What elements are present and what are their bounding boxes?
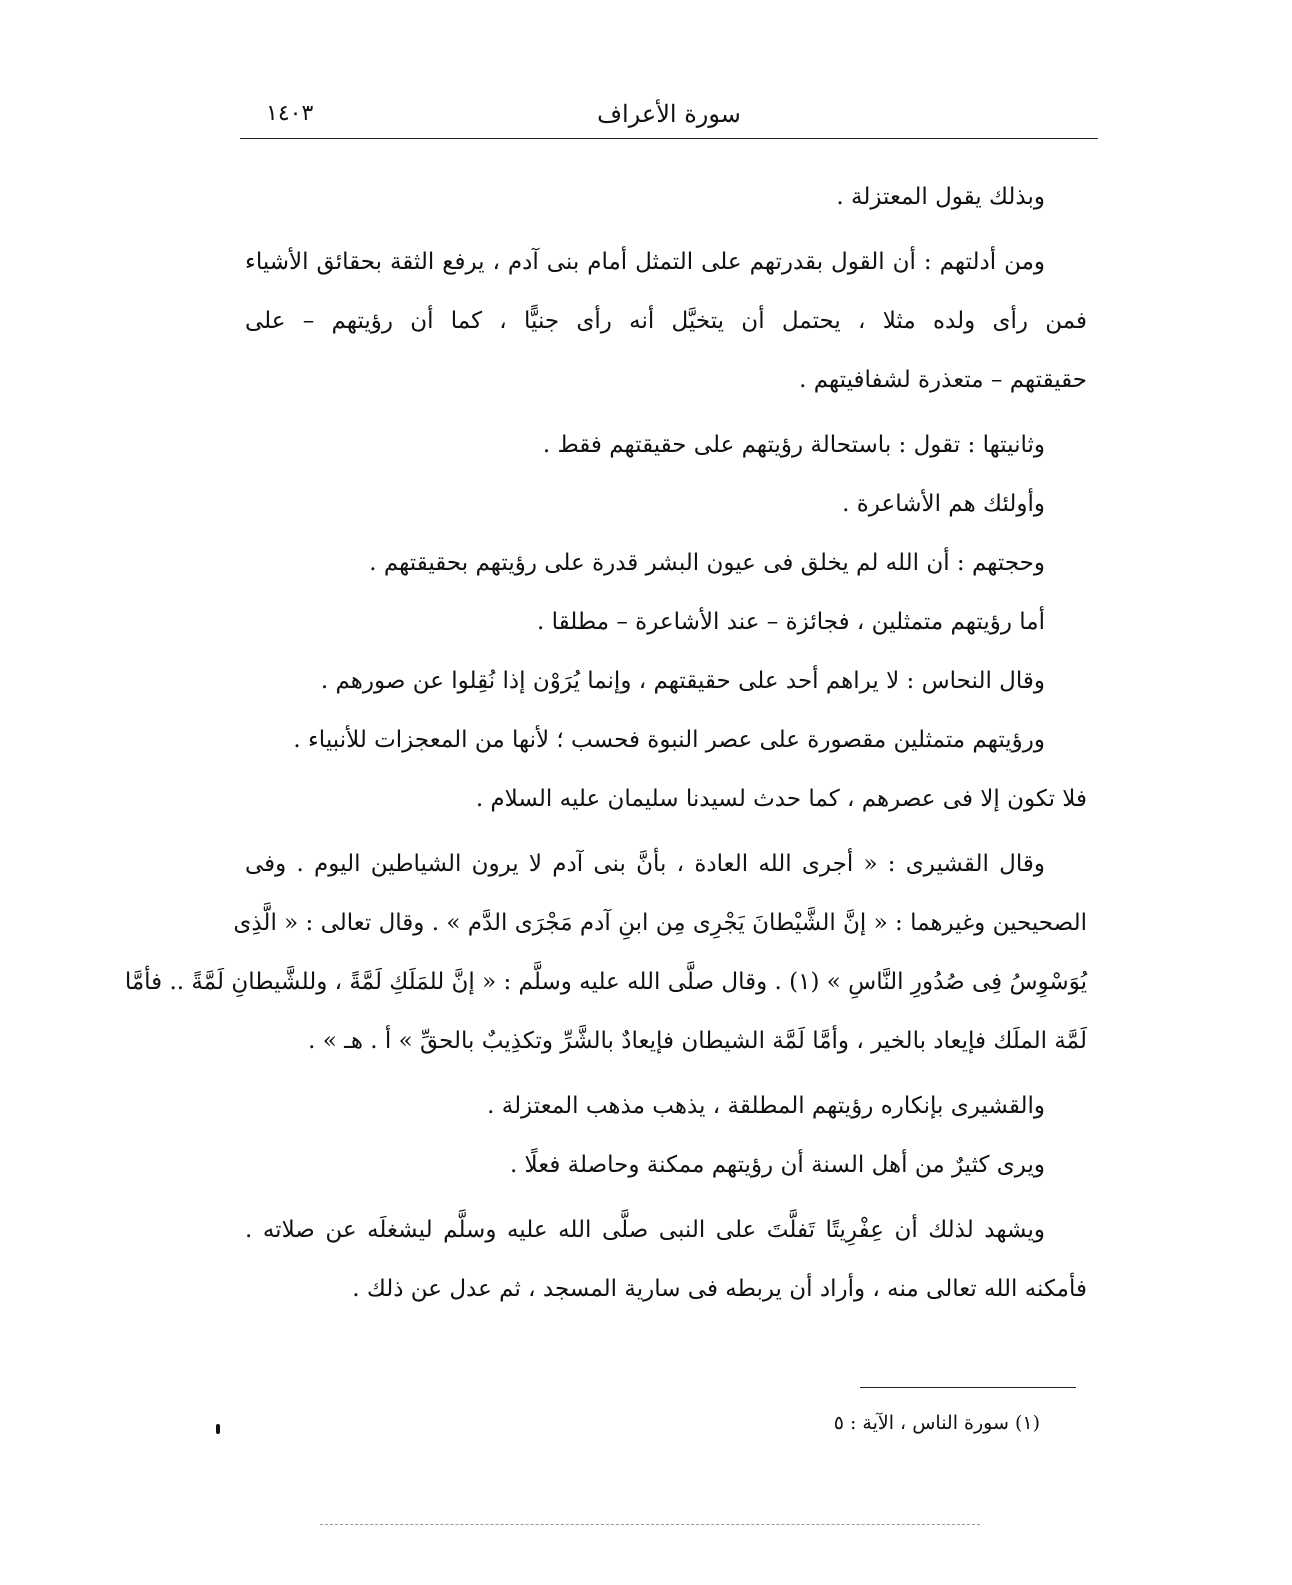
running-header: [240, 96, 1098, 136]
text-line: وقال النحاس : لا يراهم أحد على حقيقتهم ، وإنما يُرَوْن إذا نُقِلوا عن صورهم .: [320, 668, 1045, 694]
header-rule: [240, 138, 1098, 139]
text-line: وحجتهم : أن الله لم يخلق فى عيون البشر قدرة على رؤيتهم بحقيقتهم .: [369, 550, 1045, 576]
text-line: فلا تكون إلا فى عصرهم ، كما حدث لسيدنا سليمان عليه السلام .: [475, 786, 1087, 812]
text-line: ومن أدلتهم : أن القول بقدرتهم على التمثل أمام بنى آدم ، يرفع الثقة بحقائق الأشياء: [245, 249, 1045, 275]
chapter-title: سورة الأعراف: [597, 100, 741, 128]
footnote: (١) سورة الناس ، الآية : ٥: [833, 1412, 1040, 1434]
ink-mark: [216, 1424, 220, 1434]
text-line: وبذلك يقول المعتزلة .: [836, 184, 1045, 210]
text-line: الصحيحين وغيرهما : « إنَّ الشَّيْطانَ يَجْرِى مِن ابنِ آدم مَجْرَى الدَّم » . وقال تعالى : « الَّذِى: [233, 910, 1087, 936]
text-line: وقال القشيرى : « أجرى الله العادة ، بأنَّ بنى آدم لا يرون الشياطين اليوم . وفى: [245, 851, 1045, 877]
scan-artifact-line: [320, 1524, 980, 1525]
text-line: ويرى كثيرٌ من أهل السنة أن رؤيتهم ممكنة وحاصلة فعلًا .: [509, 1152, 1045, 1178]
text-line: فأمكنه الله تعالى منه ، وأراد أن يربطه فى سارية المسجد ، ثم عدل عن ذلك .: [352, 1276, 1087, 1302]
text-line: وأولئك هم الأشاعرة .: [842, 491, 1045, 517]
text-line: أما رؤيتهم متمثلين ، فجائزة – عند الأشاعرة – مطلقا .: [536, 609, 1045, 635]
text-line: فمن رأى ولده مثلا ، يحتمل أن يتخيَّل أنه رأى جنيًّا ، كما أن رؤيتهم – على: [245, 308, 1087, 334]
text-line: وثانيتها : تقول : باستحالة رؤيتهم على حقيقتهم فقط .: [542, 432, 1045, 458]
body-text: [124, 168, 1087, 1319]
page-number: ١٤٠٣: [266, 101, 314, 126]
text-line: حقيقتهم – متعذرة لشفافيتهم .: [799, 367, 1087, 393]
text-line: يُوَسْوِسُ فِى صُدُورِ النَّاسِ » (١) . وقال صلَّى الله عليه وسلَّم : « إنَّ للمَلَكِ لَمَّةً ، وللشَّيطانِ لَمَّةً .. فأمَّا: [124, 969, 1087, 995]
footnote-rule: [860, 1387, 1076, 1388]
text-line: والقشيرى بإنكاره رؤيتهم المطلقة ، يذهب مذهب المعتزلة .: [487, 1093, 1045, 1119]
text-line: ورؤيتهم متمثلين مقصورة على عصر النبوة فحسب ؛ لأنها من المعجزات للأنبياء .: [293, 727, 1045, 753]
text-line: لَمَّة الملَك فإيعاد بالخير ، وأمَّا لَمَّة الشيطان فإيعادٌ بالشَّرِّ وتكذِيبٌ بالحقِّ » أ . هـ » .: [308, 1028, 1087, 1054]
text-line: ويشهد لذلك أن عِفْرِيتًا تَفلَّتَ على النبى صلَّى الله عليه وسلَّم ليشغلَه عن صلاته .: [245, 1217, 1045, 1243]
